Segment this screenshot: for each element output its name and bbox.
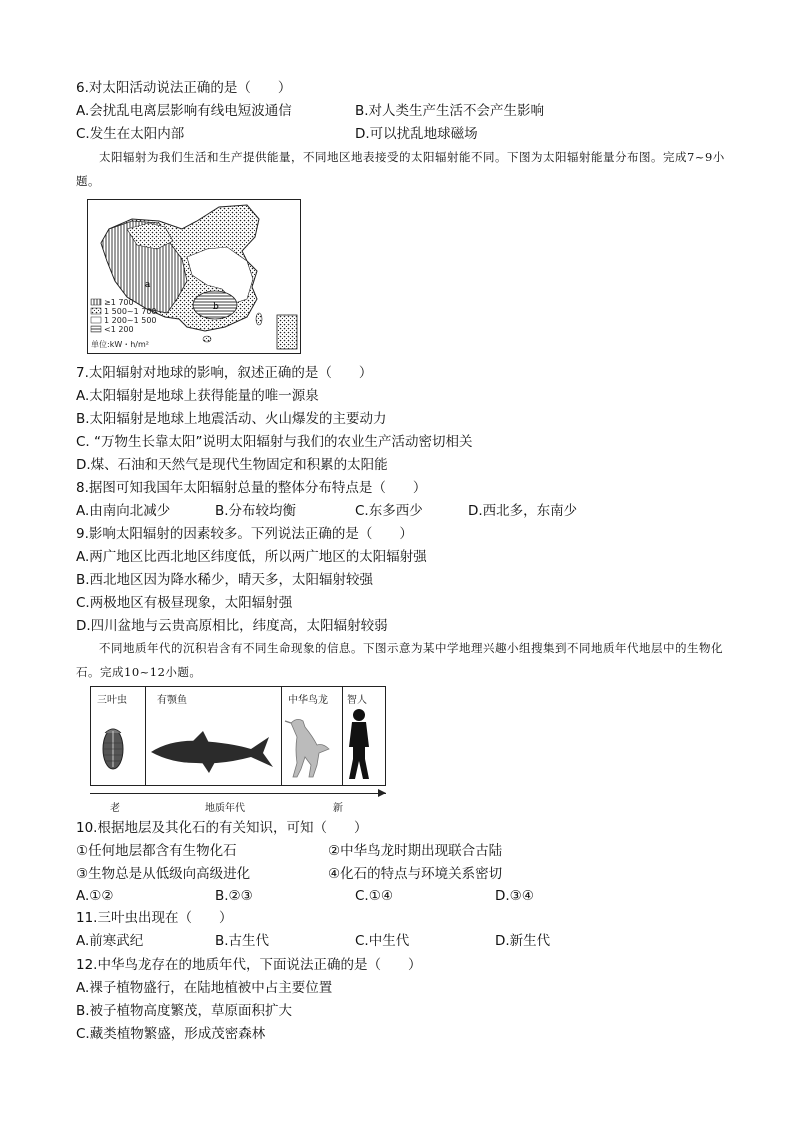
q10-statement-1: ①任何地层都含有生物化石 [76, 843, 237, 859]
q11-option-b: B.古生代 [215, 933, 270, 949]
fossil-label-jawed-fish: 有颚鱼 [157, 695, 187, 706]
map-label-a: a [145, 280, 151, 290]
q7-option-c: C. “万物生长靠太阳”说明太阳辐射与我们的农业生产活动密切相关 [76, 434, 473, 450]
fossil-figure [90, 686, 386, 786]
q9-option-d: D.四川盆地与云贵高原相比，纬度高，太阳辐射较弱 [76, 618, 388, 634]
q9-option-c: C.两极地区有极昼现象，太阳辐射强 [76, 595, 293, 611]
q6-stem: 6.对太阳活动说法正确的是（ ） [76, 80, 292, 96]
q6-option-b: B.对人类生产生活不会产生影响 [355, 103, 545, 119]
fossil-label-sinornithosaurus: 中华鸟龙 [288, 695, 328, 706]
q11-option-d: D.新生代 [495, 933, 551, 949]
q8-option-c: C.东多西少 [355, 503, 423, 519]
q6-option-c: C.发生在太阳内部 [76, 126, 185, 142]
q6-option-a: A.会扰乱电离层影响有线电短波通信 [76, 103, 292, 119]
q10-option-a: A.①② [76, 888, 114, 904]
solar-radiation-map [87, 199, 301, 354]
legend-label-4: <1 200 [104, 325, 134, 334]
map-unit: 单位:kW・h/m² [91, 340, 150, 349]
fossil-label-homo-sapiens: 智人 [347, 695, 367, 706]
map-label-b: b [213, 302, 219, 312]
legend-label-2: 1 500~1 700 [104, 307, 157, 316]
q8-stem: 8.据图可知我国年太阳辐射总量的整体分布特点是（ ） [76, 480, 427, 496]
q10-option-c: C.①④ [355, 888, 393, 904]
axis-title: 地质年代 [205, 803, 245, 814]
q8-option-d: D.西北多，东南少 [468, 503, 578, 519]
q12-option-c: C.藏类植物繁盛，形成茂密森林 [76, 1026, 266, 1042]
axis-new-label: 新 [333, 803, 343, 814]
q8-option-b: B.分布较均衡 [215, 503, 297, 519]
q10-statement-4: ④化石的特点与环境关系密切 [328, 866, 503, 882]
q7-option-a: A.太阳辐射是地球上获得能量的唯一源泉 [76, 388, 319, 404]
q12-option-b: B.被子植物高度繁茂，草原面积扩大 [76, 1003, 293, 1019]
axis-old-label: 老 [110, 803, 120, 814]
q8-option-a: A.由南向北减少 [76, 503, 171, 519]
legend-swatch-4 [91, 326, 101, 332]
time-axis-line [90, 793, 386, 794]
q12-stem: 12.中华鸟龙存在的地质年代，下面说法正确的是（ ） [76, 957, 422, 973]
arrow-right-icon [378, 789, 386, 797]
passage-fossils: 不同地质年代的沉积岩含有不同生命现象的信息。下图示意为某中学地理兴趣小组搜集到不同地质年代地层中的生物化石。完成10~12小题。 [76, 641, 723, 679]
q10-statement-2: ②中华鸟龙时期出现联合古陆 [328, 843, 503, 859]
legend-swatch-1 [91, 299, 101, 305]
legend-swatch-3 [91, 317, 101, 323]
legend-label-1: ≥1 700 [104, 298, 134, 307]
q10-statement-3: ③生物总是从低级向高级进化 [76, 866, 251, 882]
fossil-label-trilobite: 三叶虫 [97, 695, 127, 706]
passage-solar-radiation: 太阳辐射为我们生活和生产提供能量，不同地区地表接受的太阳辐射能不同。下图为太阳辐射能量分布图。完成7~9小题。 [76, 150, 725, 188]
q6-option-d: D.可以扰乱地球磁场 [355, 126, 478, 142]
q10-option-d: D.③④ [495, 888, 534, 904]
q10-stem: 10.根据地层及其化石的有关知识，可知（ ） [76, 820, 368, 836]
q11-option-a: A.前寒武纪 [76, 933, 144, 949]
q7-option-d: D.煤、石油和天然气是现代生物固定和积累的太阳能 [76, 457, 388, 473]
legend-label-3: 1 200~1 500 [104, 316, 157, 325]
q10-option-b: B.②③ [215, 888, 253, 904]
q9-stem: 9.影响太阳辐射的因素较多。下列说法正确的是（ ） [76, 526, 413, 542]
q11-option-c: C.中生代 [355, 933, 410, 949]
q9-option-b: B.西北地区因为降水稀少，晴天多，太阳辐射较强 [76, 572, 374, 588]
q7-stem: 7.太阳辐射对地球的影响，叙述正确的是（ ） [76, 365, 373, 381]
q12-option-a: A.裸子植物盛行，在陆地植被中占主要位置 [76, 980, 333, 996]
q7-option-b: B.太阳辐射是地球上地震活动、火山爆发的主要动力 [76, 411, 387, 427]
q9-option-a: A.两广地区比西北地区纬度低，所以两广地区的太阳辐射强 [76, 549, 427, 565]
trilobite-image [103, 729, 123, 769]
legend-swatch-2 [91, 308, 101, 314]
sinornithosaurus-image [285, 719, 329, 777]
jawed-fish-image [151, 731, 273, 773]
q11-stem: 11.三叶虫出现在（ ） [76, 910, 233, 926]
homo-sapiens-image [349, 709, 369, 779]
